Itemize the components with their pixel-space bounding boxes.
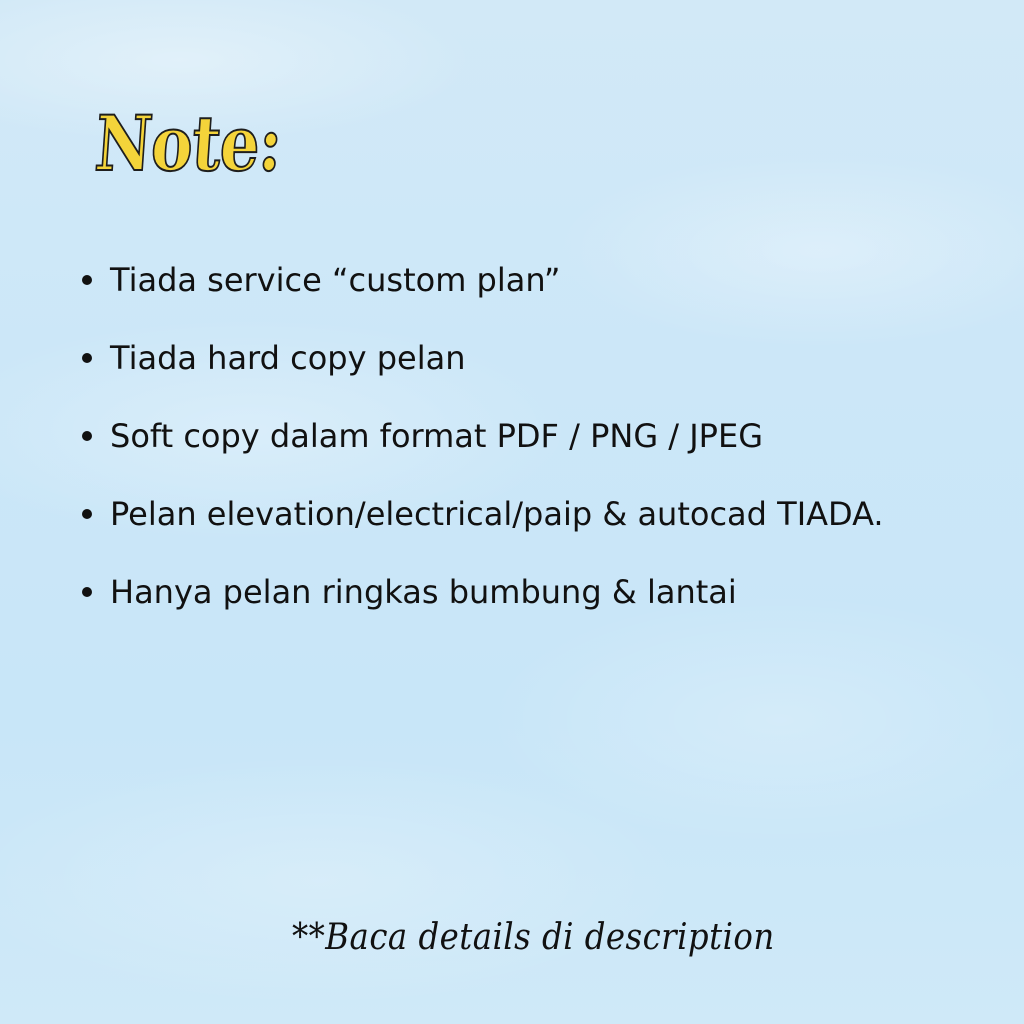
bullet-icon (82, 275, 92, 285)
note-item (82, 326, 884, 404)
note-item (82, 560, 884, 638)
note-item (82, 404, 884, 482)
note-item (82, 248, 884, 326)
note-item-text: Soft copy dalam format PDF / PNG / JPEG (110, 417, 763, 455)
note-item-text: Hanya pelan ringkas bumbung & lantai (110, 573, 737, 611)
bullet-icon (82, 509, 92, 519)
note-list (82, 248, 884, 638)
note-title: Note: (92, 99, 285, 188)
note-item-text: Tiada hard copy pelan (110, 339, 466, 377)
footer-note: **Baca details di description (292, 917, 775, 958)
note-item (82, 482, 884, 560)
note-item-text: Tiada service “custom plan” (110, 261, 561, 299)
note-item-text: Pelan elevation/electrical/paip & autocad TIADA. (110, 495, 884, 533)
bullet-icon (82, 431, 92, 441)
bullet-icon (82, 353, 92, 363)
bullet-icon (82, 587, 92, 597)
